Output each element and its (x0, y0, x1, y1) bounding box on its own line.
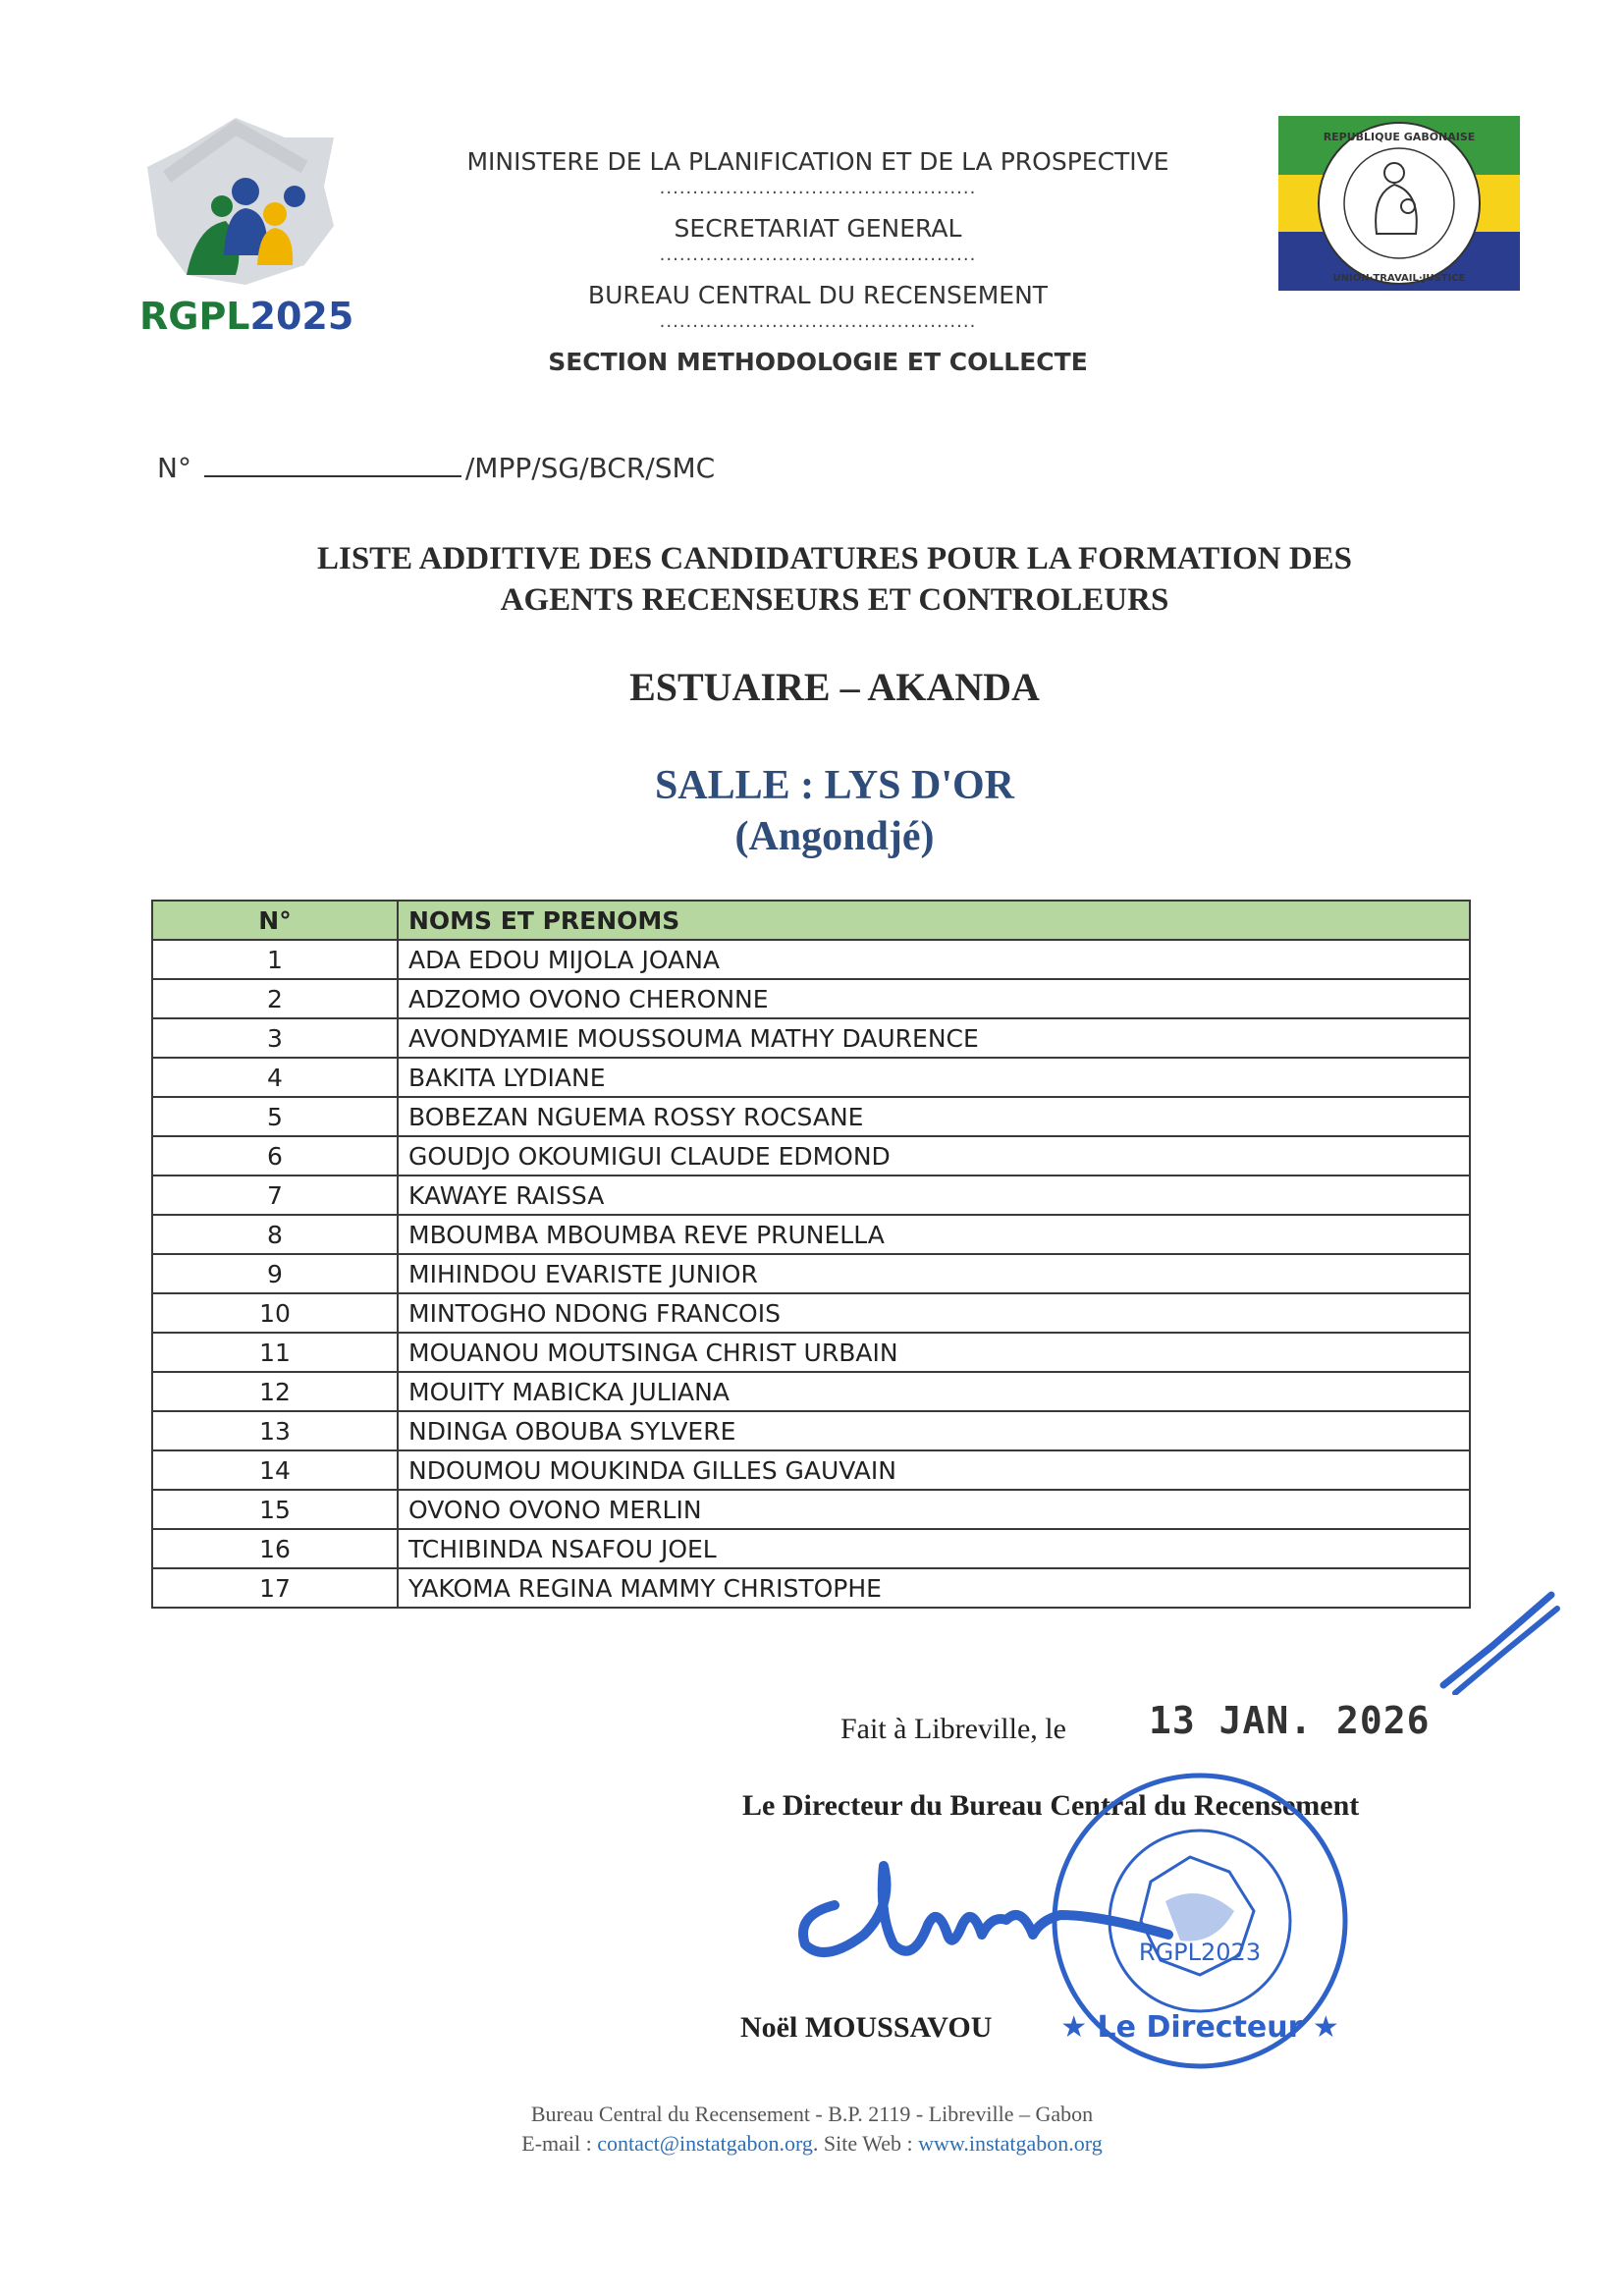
table-row (152, 1097, 1470, 1136)
footer-email-link[interactable]: contact@instatgabon.org (597, 2131, 813, 2156)
candidate-name: BOBEZAN NGUEMA ROSSY ROCSANE (398, 1097, 1470, 1136)
row-number: 16 (152, 1529, 398, 1568)
separator-dots: ................................................ (659, 246, 977, 265)
candidate-name: NDOUMOU MOUKINDA GILLES GAUVAIN (398, 1450, 1470, 1490)
table-row (152, 1333, 1470, 1372)
check-mark-icon (1434, 1587, 1561, 1695)
row-number: 15 (152, 1490, 398, 1529)
table-row (152, 1018, 1470, 1058)
candidate-name: MOUITY MABICKA JULIANA (398, 1372, 1470, 1411)
candidates-table (151, 900, 1471, 1609)
document-title (216, 538, 1453, 621)
candidate-name: MINTOGHO NDONG FRANCOIS (398, 1293, 1470, 1333)
candidate-name: TCHIBINDA NSAFOU JOEL (398, 1529, 1470, 1568)
table-row (152, 1175, 1470, 1215)
candidate-name: MBOUMBA MBOUMBA REVE PRUNELLA (398, 1215, 1470, 1254)
rgpl-logo (128, 108, 363, 344)
row-number: 4 (152, 1058, 398, 1097)
rgpl-logo-text: RGPL2025 (139, 295, 354, 338)
coat-of-arms (1278, 116, 1520, 291)
table-row (152, 1490, 1470, 1529)
svg-text:UNION·TRAVAIL·JUSTICE: UNION·TRAVAIL·JUSTICE (1332, 273, 1466, 284)
separator-dots: ................................................ (659, 312, 977, 332)
table-row (152, 1411, 1470, 1450)
row-number: 10 (152, 1293, 398, 1333)
candidate-name: ADZOMO OVONO CHERONNE (398, 979, 1470, 1018)
row-number: 6 (152, 1136, 398, 1175)
row-number: 9 (152, 1254, 398, 1293)
reference-blank (204, 450, 461, 477)
table-row (152, 1372, 1470, 1411)
bureau-name: BUREAU CENTRAL DU RECENSEMENT (587, 281, 1049, 309)
candidate-name: OVONO OVONO MERLIN (398, 1490, 1470, 1529)
signature-icon (776, 1827, 1188, 1984)
table-body (152, 940, 1470, 1608)
region-title: ESTUAIRE – AKANDA (629, 665, 1040, 709)
place-date-label: Fait à Libreville, le (840, 1713, 1066, 1745)
candidate-name: AVONDYAMIE MOUSSOUMA MATHY DAURENCE (398, 1018, 1470, 1058)
table-row (152, 1058, 1470, 1097)
table-row (152, 1254, 1470, 1293)
reference-prefix: N° (157, 452, 191, 484)
row-number: 2 (152, 979, 398, 1018)
director-title: Le Directeur du Bureau Central du Recensement (742, 1789, 1360, 1822)
candidate-name: MOUANOU MOUTSINGA CHRIST URBAIN (398, 1333, 1470, 1372)
row-number: 17 (152, 1568, 398, 1608)
candidate-name: MIHINDOU EVARISTE JUNIOR (398, 1254, 1470, 1293)
table-row (152, 979, 1470, 1018)
date-stamp: 13 JAN. 2026 (1149, 1699, 1431, 1742)
salle-subtitle: (Angondjé) (734, 814, 935, 859)
director-signature (776, 1827, 1188, 1984)
table-header-row (152, 901, 1470, 940)
row-number: 1 (152, 940, 398, 979)
separator-dots: ................................................ (659, 179, 977, 198)
candidate-name: KAWAYE RAISSA (398, 1175, 1470, 1215)
row-number: 8 (152, 1215, 398, 1254)
document-title-line1: LISTE ADDITIVE DES CANDIDATURES POUR LA FORMATION DES (316, 541, 1353, 576)
row-number: 13 (152, 1411, 398, 1450)
document-title-line2: AGENTS RECENSEURS ET CONTROLEURS (500, 582, 1169, 618)
stamp-label: RGPL2023 (1138, 1939, 1262, 1966)
footer-address: Bureau Central du Recensement - B.P. 2119 - Libreville – Gabon (530, 2102, 1094, 2126)
ministry-header (393, 145, 1243, 379)
section-name: SECTION METHODOLOGIE ET COLLECTE (548, 348, 1088, 376)
secretariat-name: SECRETARIAT GENERAL (674, 214, 962, 243)
candidate-name: BAKITA LYDIANE (398, 1058, 1470, 1097)
reference-suffix: /MPP/SG/BCR/SMC (464, 452, 716, 484)
candidate-name: ADA EDOU MIJOLA JOANA (398, 940, 1470, 979)
table-row (152, 940, 1470, 979)
svg-text:★ Le Directeur ★: ★ Le Directeur ★ (1060, 2010, 1339, 2045)
table-row (152, 1215, 1470, 1254)
footer-website-link[interactable]: www.instatgabon.org (918, 2131, 1103, 2156)
row-number: 3 (152, 1018, 398, 1058)
table-row (152, 1568, 1470, 1608)
page-footer (295, 2100, 1329, 2159)
candidate-name: GOUDJO OKOUMIGUI CLAUDE EDMOND (398, 1136, 1470, 1175)
footer-site-label: . Site Web : (812, 2131, 913, 2156)
footer-email-label: E-mail : (521, 2131, 592, 2156)
footer-contact (295, 2129, 1329, 2159)
column-header-name: NOMS ET PRENOMS (398, 901, 1470, 940)
column-header-number: N° (152, 901, 398, 940)
table-row (152, 1136, 1470, 1175)
table-row (152, 1450, 1470, 1490)
candidate-name: NDINGA OBOUBA SYLVERE (398, 1411, 1470, 1450)
coat-of-arms-icon (1278, 116, 1520, 291)
table-row (152, 1529, 1470, 1568)
check-mark (1434, 1587, 1561, 1695)
salle-title: SALLE : LYS D'OR (654, 763, 1015, 808)
svg-text:REPUBLIQUE GABONAISE: REPUBLIQUE GABONAISE (1323, 131, 1476, 143)
candidate-name: YAKOMA REGINA MAMMY CHRISTOPHE (398, 1568, 1470, 1608)
row-number: 11 (152, 1333, 398, 1372)
row-number: 5 (152, 1097, 398, 1136)
director-name: Noël MOUSSAVOU (740, 2011, 993, 2044)
row-number: 7 (152, 1175, 398, 1215)
table-row (152, 1293, 1470, 1333)
row-number: 14 (152, 1450, 398, 1490)
rgpl-logo-icon (128, 108, 363, 295)
reference-number (157, 450, 715, 484)
row-number: 12 (152, 1372, 398, 1411)
ministry-name: MINISTERE DE LA PLANIFICATION ET DE LA PROSPECTIVE (466, 147, 1169, 176)
